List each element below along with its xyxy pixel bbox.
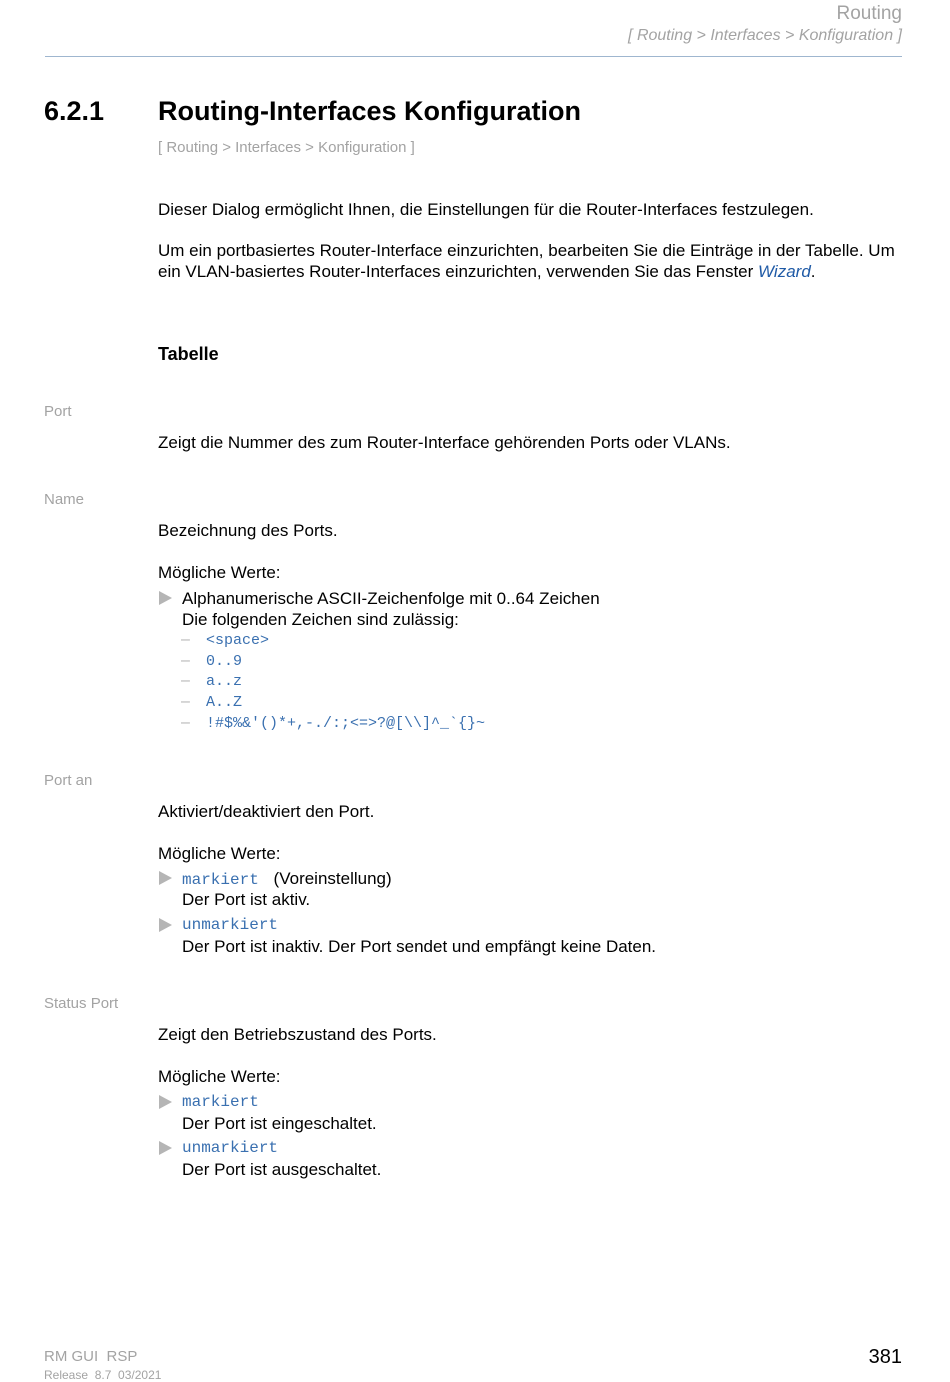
footer-document-name: RM GUI RSP: [44, 1348, 138, 1365]
possible-values-name: Mögliche Werte:: [158, 563, 281, 582]
bullet-triangle-icon: [159, 1095, 172, 1109]
name-value-line1: Alphanumerische ASCII-Zeichenfolge mit 0..64 Zeichen: [182, 589, 600, 608]
dash-icon: –: [181, 714, 190, 731]
field-label-port: Port: [44, 403, 72, 420]
char-range-uppercase: A..Z: [206, 694, 243, 711]
status-port-option-1-desc: Der Port ist eingeschaltet.: [182, 1114, 377, 1133]
header-divider: [45, 56, 902, 57]
page-number: 381: [868, 1346, 902, 1368]
char-range-special: !#$%&'()*+,-./:;<=>?@[\\]^_`{}~: [206, 715, 486, 732]
intro-paragraph-1: Dieser Dialog ermöglicht Ihnen, die Einstellungen für die Router-Interfaces festzulegen.: [158, 200, 814, 219]
field-desc-port-an: Aktiviert/deaktiviert den Port.: [158, 802, 375, 821]
intro-p2-period: .: [810, 262, 816, 281]
char-range-space: <space>: [206, 632, 270, 649]
char-range-lowercase: a..z: [206, 673, 243, 690]
field-label-status-port: Status Port: [44, 995, 119, 1012]
dash-icon: –: [181, 631, 190, 648]
wizard-link[interactable]: Wizard: [758, 262, 811, 281]
status-port-option-2-desc: Der Port ist ausgeschaltet.: [182, 1160, 382, 1179]
possible-values-port-an: Mögliche Werte:: [158, 844, 281, 863]
section-number: 6.2.1: [44, 96, 105, 126]
intro-p2-line1: Um ein portbasiertes Router-Interface einzurichten, bearbeiten Sie die Einträge in der Tabelle. Um: [158, 241, 895, 260]
port-an-option-1-desc: Der Port ist aktiv.: [182, 890, 311, 909]
value-markiert: markiert: [182, 1093, 259, 1111]
bullet-triangle-icon: [159, 871, 172, 885]
possible-values-status-port: Mögliche Werte:: [158, 1067, 281, 1086]
intro-p2-line2: [158, 261, 903, 282]
char-range-digits: 0..9: [206, 653, 243, 670]
value-markiert: markiert: [182, 871, 259, 889]
port-an-option-2-desc: Der Port ist inaktiv. Der Port sendet und empfängt keine Daten.: [182, 937, 657, 956]
field-label-port-an: Port an: [44, 772, 93, 789]
value-unmarkiert: unmarkiert: [182, 1139, 279, 1157]
field-label-name: Name: [44, 491, 85, 508]
footer-release: Release 8.7 03/2021: [44, 1368, 162, 1382]
name-value-line2: Die folgenden Zeichen sind zulässig:: [182, 610, 459, 629]
section-breadcrumb: [ Routing > Interfaces > Konfiguration ]: [158, 139, 415, 156]
field-desc-status-port: Zeigt den Betriebszustand des Ports.: [158, 1025, 437, 1044]
default-note: (Voreinstellung): [273, 869, 392, 888]
running-header-title: Routing: [836, 3, 902, 24]
bullet-triangle-icon: [159, 1141, 172, 1155]
field-desc-port: Zeigt die Nummer des zum Router-Interface gehörenden Ports oder VLANs.: [158, 433, 731, 452]
section-title: Routing-Interfaces Konfiguration: [158, 96, 581, 126]
bullet-triangle-icon: [159, 591, 172, 605]
dash-icon: –: [181, 693, 190, 710]
table-heading: Tabelle: [158, 344, 219, 364]
dash-icon: –: [181, 652, 190, 669]
intro-paragraph-2: [158, 240, 903, 282]
bullet-triangle-icon: [159, 918, 172, 932]
intro-p2-text: ein VLAN-basiertes Router-Interfaces einzurichten, verwenden Sie das Fenster: [158, 262, 759, 281]
port-an-option-1: [182, 869, 392, 889]
field-desc-name: Bezeichnung des Ports.: [158, 521, 338, 540]
value-unmarkiert: unmarkiert: [182, 916, 279, 934]
running-header-path: [ Routing > Interfaces > Konfiguration ]: [628, 27, 902, 44]
dash-icon: –: [181, 672, 190, 689]
